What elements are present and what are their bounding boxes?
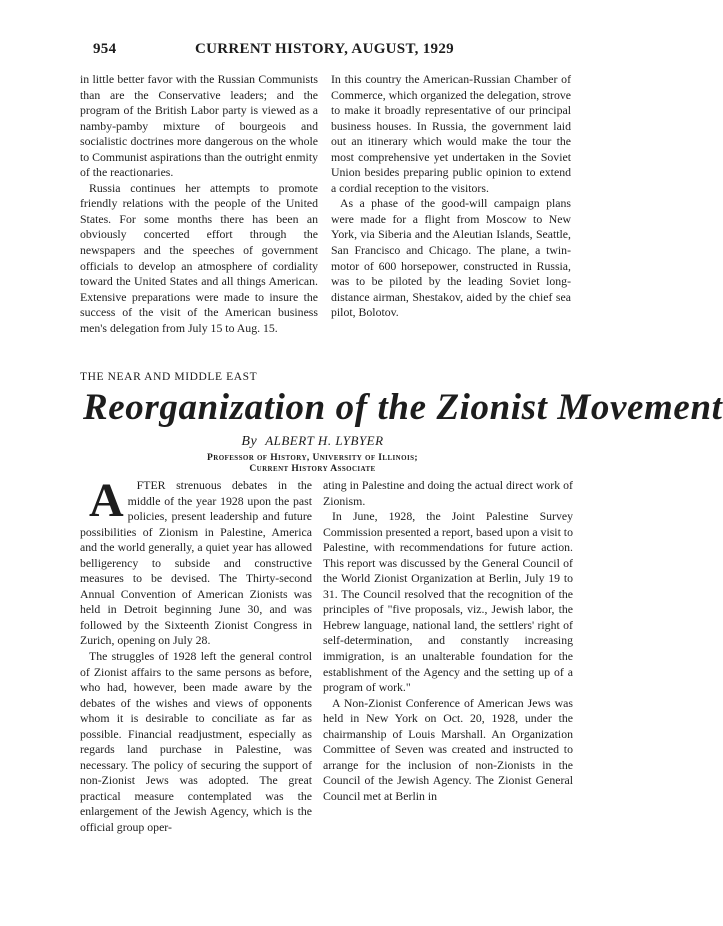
bottom-right-column (323, 478, 573, 804)
drop-cap: A (89, 474, 124, 527)
paragraph: ating in Palestine and doing the actual direct work of Zionism. (323, 478, 573, 508)
top-right-column (331, 72, 571, 321)
paragraph: As a phase of the good-will campaign plans were made for a flight from Moscow to New York, via Siberia and the Aleutian Islands, Seattle, San Francisco and Chicago. The plane, a twin-motor of 600 horsepower, constructed in Russia, was to be piloted by the leading Soviet long-distance airman, Shestakov, aided by the chief sea pilot, Bolotov. (331, 196, 571, 320)
paragraph: In June, 1928, the Joint Palestine Survey Commission presented a report, based upon a visit to Palestine, with recommendations for future action. This report was discussed by the General Council of the World Zionist Organization at Berlin, July 19 to 31. The Council resolved that the recognition of the principles of "five proposals, viz., Jewish labor, the Hebrew language, national land, the settlers' right of self-determination, and constantly increasing immigration, is an unalterable foundation for the establishment of the Agency and the setting up of a program of work." (323, 509, 573, 695)
byline (80, 433, 545, 450)
paragraph: In this country the American-Russian Chamber of Commerce, which organized the delegation, strove to make it broadly representative of our principal business houses. In Russia, the government laid out an itinerary which would make the tour the most comprehensive yet undertaken in the Soviet Union besides preparing public opinion to extend a cordial reception to the visitors. (331, 72, 571, 195)
page-header (93, 41, 513, 58)
lead-text: FTER strenuous debates in the middle of the year 1928 upon the past policies, present leadership and future possibilities of Zionism in Palestine, America and the world generally, a quiet year has allowed belligerency to subside and constructive measures to be devised. The Thirty-second Annual Convention of American Zionists was held in Detroit beginning June 30, and was followed by the Sixteenth Zionist Congress in Zurich, opening on July 28. (80, 478, 312, 648)
paragraph: in little better favor with the Russian Communists than are the Conservative leaders; and the program of the British Labor party is viewed as a namby-pamby mixture of bourgeois and socialistic doctrines more dangerous on the whole to Communist aspirations than the outright enmity of the reactionaries. (80, 72, 318, 180)
affiliation-line: Professor of History, University of Illinois; (207, 453, 418, 463)
section-heading: THE NEAR AND MIDDLE EAST (80, 371, 258, 383)
running-title: CURRENT HISTORY, AUGUST, 1929 (195, 41, 454, 57)
paragraph: The struggles of 1928 left the general control of Zionist affairs to the same persons as before, who had, however, been made aware by the debates of the wishes and views of opponents whom it is desirable to conciliate as far as possible. Financial readjustment, especially as regards land purchase in Palestine, was necessary. The policy of securing the support of non-Zionist Jews was adopted. The great practical measure contemplated was the enlargement of the Jewish Agency, which is the official group oper- (80, 649, 312, 835)
author-name: ALBERT H. LYBYER (265, 433, 384, 448)
byline-prefix: By (241, 434, 258, 449)
affiliation-line: Current History Associate (249, 464, 376, 474)
paragraph: A Non-Zionist Conference of American Jews was held in New York on Oct. 20, 1928, under the chairmanship of Louis Marshall. An Organization Committee of Seven was created and instructed to arrange for the inclusion of non-Zionists in the Council of the Jewish Agency. The Zionist General Council met at Berlin in (323, 695, 573, 803)
lead-paragraph (80, 474, 312, 649)
author-affiliation (80, 453, 545, 475)
paragraph: Russia continues her attempts to promote friendly relations with the people of the United States. For some months there has been an obviously concerted effort through the newspapers and the speeches of government officials to develop an atmosphere of cordiality toward the United States and all things American. Extensive preparations were made to insure the success of the visit of the American business men's delegation from July 15 to Aug. 15. (80, 180, 318, 335)
bottom-left-column (80, 474, 312, 836)
article-title: Reorganization of the Zionist Movement (83, 387, 723, 428)
page-number: 954 (93, 41, 117, 57)
top-left-column (80, 72, 318, 336)
